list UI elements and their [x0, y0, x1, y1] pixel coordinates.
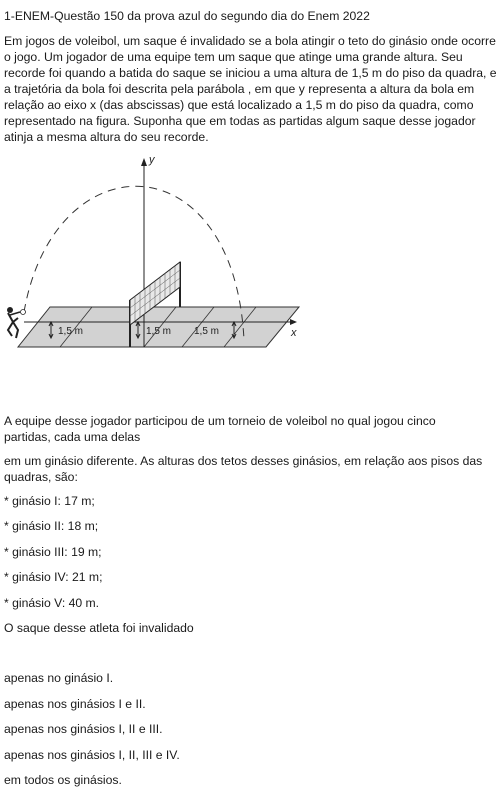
answer-option[interactable]: apenas nos ginásios I, II, III e IV. [4, 748, 180, 762]
volleyball-court-figure [4, 150, 306, 362]
question-title: 1-ENEM-Questão 150 da prova azul do segundo dia do Enem 2022 [4, 9, 370, 23]
height-label-1: 1,5 m [58, 326, 84, 337]
context-text-1: A equipe desse jogador participou de um torneio de voleibol no qual jogou cinco partidas, cada uma delas [4, 414, 436, 444]
gym-item: * ginásio V: 40 m. [4, 596, 100, 610]
gym-item: * ginásio III: 19 m; [4, 545, 102, 559]
y-axis-label: y [149, 154, 155, 166]
question-prompt: O saque desse atleta foi invalidado [4, 621, 194, 635]
answer-option[interactable]: apenas no ginásio I. [4, 671, 114, 685]
player-figure [7, 307, 26, 338]
answer-option[interactable]: apenas nos ginásios I e II. [4, 697, 146, 711]
x-axis-arrow [290, 319, 297, 325]
context-text-2: em um ginásio diferente. As alturas dos tetos desses ginásios, em relação aos pisos das quadras, são: [4, 454, 483, 484]
answer-option[interactable]: em todos os ginásios. [4, 773, 122, 787]
gym-item: * ginásio IV: 21 m; [4, 570, 103, 584]
height-label-3: 1,5 m [194, 326, 220, 337]
gym-item: * ginásio II: 18 m; [4, 519, 99, 533]
height-label-2: 1,5 m [146, 326, 172, 337]
y-axis-arrow [141, 158, 147, 166]
x-axis-label: x [291, 327, 297, 339]
question-intro: Em jogos de voleibol, um saque é invalidado se a bola atingir o teto do ginásio onde ocorre o jogo. Um jogador de uma equipe tem um saque que atinge uma grande altura. Seu recorde foi quando a batida do saque se iniciou a uma altura de 1,5 m do piso da quadra, e a trajetória da bola foi descrita pela parábola , em que y representa a altura da bola em relação ao eixo x (das abscissas) que está localizado a 1,5 m do piso da quadra, como representado na figura. Suponha que em todas as partidas algum saque desse jogador atinja a mesma altura do seu recorde. [4, 34, 497, 144]
answer-option[interactable]: apenas nos ginásios I, II e III. [4, 722, 163, 736]
gym-item: * ginásio I: 17 m; [4, 494, 95, 508]
